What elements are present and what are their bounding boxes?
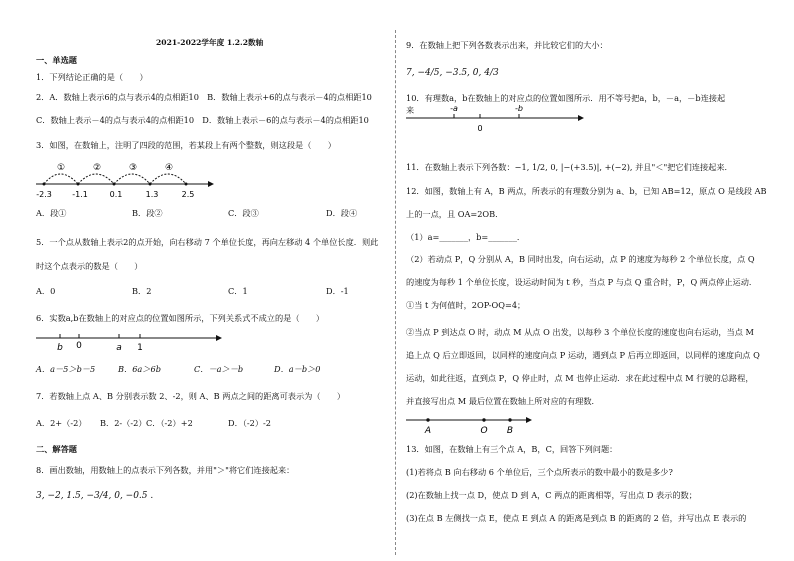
q6-option-c: C．－a＞－b	[194, 364, 244, 374]
q11-stem: 11．在数轴上表示下列各数：−1, 1/2, 0, |−(+3.5)|, +(−2), 并且"＜"把它们连接起来．	[406, 162, 733, 172]
q3-arc-1	[44, 174, 78, 184]
q3-tick-1: -2.3	[36, 190, 52, 199]
q13-stem: 13．如图，在数轴上有三个点 A，B，C，回答下列问题：	[406, 444, 618, 454]
section-answer: 二、解答题	[36, 444, 77, 454]
q12-label-b: B	[506, 426, 514, 436]
q7-option-a: A．2+（-2）	[36, 418, 87, 428]
q3-stem: 3．如图，在数轴上，注明了四段的范围，若某段上有两个整数，则这段是（ ）	[36, 140, 336, 150]
q10-stem: 10．有理数a，b在数轴上的对应点的位置如图所示．用不等号把a，b，－a，－b连接起	[406, 93, 726, 103]
q5-stem-line2: 时这个点表示的数是（ ）	[36, 261, 143, 271]
q9-numbers: 7, −4/5, −3.5, 0, 4/3	[406, 68, 499, 78]
q3-point-3	[113, 183, 116, 186]
q8-stem: 8．画出数轴，用数轴上的点表示下列各数，并用"＞"将它们连接起来：	[36, 465, 295, 475]
q6-stem: 6．实数a,b在数轴上的对应点的位置如图所示，下列关系式不成立的是（ ）	[36, 313, 325, 323]
q3-option-c: C．段③	[228, 208, 259, 218]
q12-point-o	[482, 418, 485, 421]
column-divider	[395, 30, 396, 555]
q3-seg-label-4: ④	[164, 163, 174, 173]
q3-tick-5: 2.5	[181, 190, 195, 199]
q3-seg-label-2: ②	[92, 163, 102, 173]
q10-stem-line2: 来	[406, 105, 415, 115]
q5-option-a: A．0	[36, 286, 56, 296]
q5-option-d: D．-1	[326, 286, 349, 296]
q7-option-b: B．2-（-2）	[100, 418, 147, 428]
q12-point-b	[508, 418, 511, 421]
q6-number-line	[36, 330, 226, 352]
q13-sub1: (1)若将点 B 向右移动 6 个单位后，三个点所表示的数中最小的数是多少?	[406, 467, 673, 477]
q3-seg-label-1: ①	[56, 163, 66, 173]
q10-number-line	[406, 104, 586, 134]
q7-option-d: D．（-2）-2	[228, 418, 271, 428]
q3-point-5	[185, 183, 188, 186]
q10-axis-arrow	[578, 115, 584, 121]
q10-label-neg-b: -b	[515, 104, 523, 113]
q5-stem-line1: 5．一个点从数轴上表示2的点开始，向右移动 7 个单位长度，再向左移动 4 个单位长度．则此	[36, 237, 379, 247]
q3-arc-3	[114, 174, 150, 184]
page-title: 2021-2022学年度 1.2.2数轴	[156, 38, 264, 47]
q3-option-a: A．段①	[36, 208, 67, 218]
q13-sub2: (2)在数轴上找一点 D，使点 D 到 A，C 两点的距离相等，写出点 D 表示的数；	[406, 490, 697, 500]
q3-tick-2: -1.1	[72, 190, 88, 199]
q12-label-o: O	[480, 426, 488, 436]
q6-option-d: D．a－b＞0	[274, 364, 321, 374]
q13-sub3: (3)在点 B 左侧找一点 E，使点 E 到点 A 的距离是到点 B 的距离的 2 倍，并写出点 E 表示的	[406, 513, 747, 523]
q8-numbers: 3, −2, 1.5, −3/4, 0, −0.5 .	[36, 491, 154, 501]
q1-stem: 1．下列结论正确的是（ ）	[36, 72, 148, 82]
q12-point-a	[426, 418, 429, 421]
q12-sub2-part2-line2: 追上点 Q 后立即返回，以同样的速度向点 P 运动，遇到点 P 后再立即返回，以同样的速度向点 Q	[406, 350, 760, 360]
q3-number-line	[36, 160, 216, 200]
q12-number-line	[406, 412, 536, 436]
q3-tick-3: 0.1	[109, 190, 123, 199]
q3-point-1	[43, 183, 46, 186]
q3-tick-4: 1.3	[145, 190, 159, 199]
q3-option-d: D．段④	[326, 208, 358, 218]
q12-sub2-line2: 的速度为每秒 1 个单位长度，设运动时间为 t 秒，当点 P 与点 Q 重合时，P，Q 两点停止运动．	[406, 277, 758, 287]
q6-option-b: B．6a＞6b	[118, 364, 161, 374]
q6-option-a: A．a－5＞b－5	[36, 364, 96, 374]
q6-axis-arrow	[216, 335, 222, 341]
q6-label-1: 1	[137, 343, 143, 353]
q12-sub2-part2-line1: ②当点 P 到达点 O 时，动点 M 从点 O 出发，以每秒 3 个单位长度的速度也向右运动，当点 M	[406, 327, 754, 337]
q10-label-0: 0	[477, 124, 483, 133]
q6-label-0: 0	[76, 341, 82, 351]
q12-label-a: A	[424, 426, 432, 436]
q7-stem: 7．若数轴上点 A、B 分别表示数 2、-2，则 A、B 两点之间的距离可表示为（ ）	[36, 391, 346, 401]
q10-label-neg-a: -a	[450, 104, 458, 113]
q12-sub2-part1: ①当 t 为何值时，2OP-OQ=4；	[406, 300, 526, 310]
q3-axis-arrow	[208, 181, 214, 187]
q5-option-b: B．2	[132, 286, 152, 296]
q3-point-4	[149, 183, 152, 186]
q3-option-b: B．段②	[132, 208, 163, 218]
q12-stem-line2: 上的一点，且 OA=2OB．	[406, 209, 504, 219]
q6-label-a: a	[116, 343, 122, 353]
q2-options-cd: C．数轴上表示－4的点与表示4的点相距10 D．数轴上表示－6的点与表示－4的点相距10	[36, 115, 369, 125]
q2-options: 2．A．数轴上表示6的点与表示4的点相距10 B．数轴上表示+6的点与表示－4的点相距10	[36, 92, 372, 102]
q7-option-c: C．（-2）+2	[146, 418, 193, 428]
q12-sub2-part2-line3: 运动，如此往返，直到点 P，Q 停止时，点 M 也停止运动．求在此过程中点 M 行驶的总路程，	[406, 373, 754, 383]
q3-arc-4	[150, 174, 186, 184]
q12-sub1: （1）a=_______，b=_______．	[406, 232, 526, 242]
q12-axis-arrow	[526, 417, 532, 423]
q12-sub2-part2-line4: 并直接写出点 M 最后位置在数轴上所对应的有理数．	[406, 396, 600, 406]
section-single-choice: 一、单选题	[36, 55, 77, 65]
q3-point-2	[77, 183, 80, 186]
q5-option-c: C．1	[228, 286, 248, 296]
q3-seg-label-3: ③	[128, 163, 138, 173]
q9-stem: 9．在数轴上把下列各数表示出来，并比较它们的大小：	[406, 40, 608, 50]
q12-stem-line1: 12．如图，数轴上有 A，B 两点，所表示的有理数分别为 a、b，已知 AB=12，原点 O 是线段 AB	[406, 186, 767, 196]
q6-label-b: b	[57, 343, 63, 353]
q3-arc-2	[78, 174, 114, 184]
q12-sub2-line1: （2）若动点 P，Q 分别从 A，B 同时出发，向右运动，点 P 的速度为每秒 2 个单位长度，点 Q	[406, 254, 755, 264]
